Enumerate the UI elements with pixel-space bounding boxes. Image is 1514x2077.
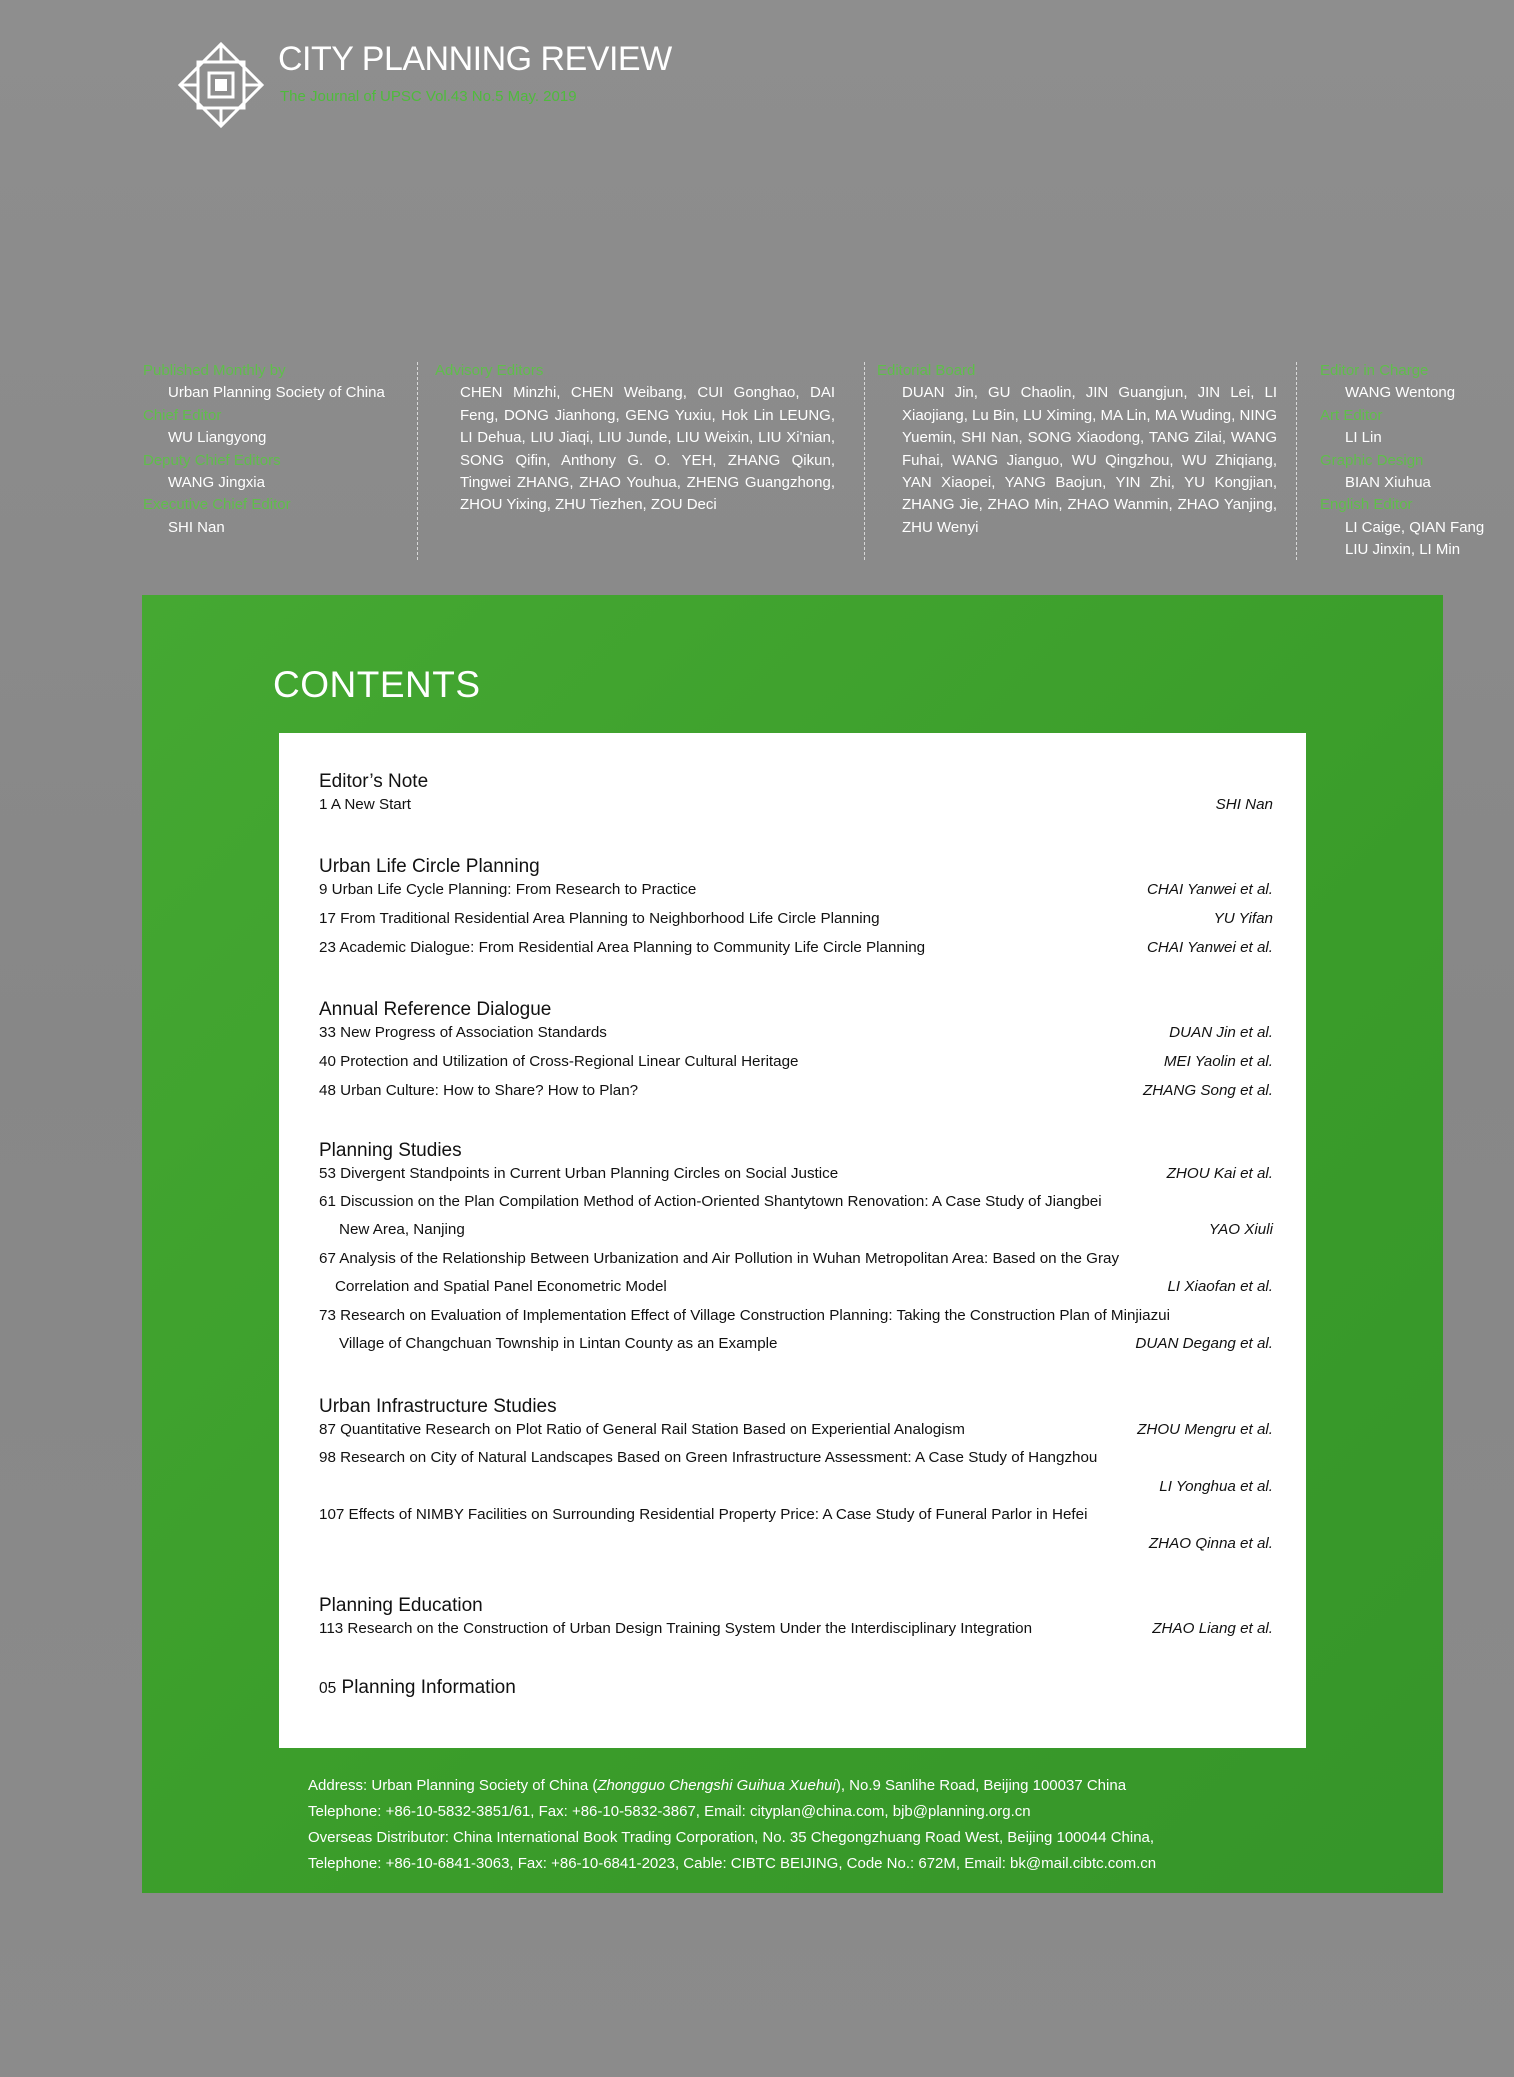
- toc-entry[interactable]: [279, 1250, 1306, 1276]
- art-editor-label: Art Editor: [1320, 406, 1383, 424]
- section-title: Planning Education: [319, 1595, 483, 1616]
- toc-entry-author: MEI Yaolin et al.: [1163, 1053, 1273, 1070]
- toc-entry-author: ZHOU Mengru et al.: [1137, 1421, 1273, 1438]
- toc-entry-author: LI Yonghua et al.: [1159, 1478, 1273, 1495]
- toc-entry-author: DUAN Degang et al.: [1135, 1335, 1273, 1352]
- toc-entry[interactable]: [279, 1307, 1306, 1333]
- toc-entry[interactable]: [279, 1053, 1306, 1079]
- english-editor-value: LI Caige, QIAN Fang: [1345, 518, 1485, 536]
- section-title: [319, 1677, 516, 1699]
- editor-in-charge-value: WANG Wentong: [1345, 384, 1456, 402]
- toc-entry-title: 107 Effects of NIMBY Facilities on Surrounding Residential Property Price: A Case Study of Funeral Parlor in Hefei: [319, 1506, 1088, 1523]
- toc-entry[interactable]: [279, 1082, 1306, 1108]
- graphic-design-value: BIAN Xiuhua: [1345, 474, 1431, 492]
- chief-editor-value: WU Liangyong: [168, 429, 267, 447]
- toc-entry-author: ZHAO Liang et al.: [1152, 1620, 1273, 1637]
- toc-entry[interactable]: [279, 939, 1306, 965]
- toc-entry-title: 17 From Traditional Residential Area Planning to Neighborhood Life Circle Planning: [319, 910, 880, 927]
- toc-entry[interactable]: [279, 1193, 1306, 1219]
- section-title: Editor’s Note: [319, 771, 429, 792]
- section-title: Planning Studies: [319, 1140, 462, 1161]
- section-title: Annual Reference Dialogue: [319, 999, 552, 1020]
- footer-address-chinese-name: Zhongguo Chengshi Guihua Xuehui: [597, 1777, 836, 1794]
- toc-entry-title: Village of Changchuan Township in Lintan County as an Example: [339, 1335, 778, 1352]
- footer-contact: Telephone: +86-10-5832-3851/61, Fax: +86-10-5832-3867, Email: cityplan@china.com, bjb@planning.org.cn: [308, 1803, 1031, 1820]
- masthead-credits: [0, 360, 1514, 560]
- credits-divider: [1296, 362, 1297, 560]
- publisher-footer: [308, 1773, 1156, 1877]
- footer-address: Address: Urban Planning Society of China (Zhongguo Chengshi Guihua Xuehui), No.9 Sanlihe Road, Beijing 100037 China: [308, 1777, 1127, 1794]
- credits-column-staff: [1320, 360, 1514, 562]
- toc-entry-title: 40 Protection and Utilization of Cross-Regional Linear Cultural Heritage: [319, 1053, 799, 1070]
- toc-entry[interactable]: [279, 1449, 1306, 1475]
- credits-column-publisher: [143, 360, 413, 539]
- footer-distributor-contact: Telephone: +86-10-6841-3063, Fax: +86-10-6841-2023, Cable: CIBTC BEIJING, Code No.: 672M, Email: bk@mail.cibtc.com.cn: [308, 1855, 1157, 1872]
- toc-entry-continuation[interactable]: [279, 1478, 1306, 1504]
- journal-subtitle: The Journal of UPSC Vol.43 No.5 May. 2019: [280, 88, 577, 105]
- credits-column-advisory: [435, 360, 835, 517]
- toc-entry-author: CHAI Yanwei et al.: [1146, 939, 1273, 956]
- toc-entry[interactable]: [279, 1421, 1306, 1447]
- toc-entry[interactable]: [279, 1165, 1306, 1191]
- footer-distributor: Overseas Distributor: China International Book Trading Corporation, No. 35 Chegongzhuang Road West, Beijing 100044 China,: [308, 1829, 1155, 1846]
- toc-entry[interactable]: [279, 796, 1306, 822]
- toc-entry-title: Correlation and Spatial Panel Econometric Model: [335, 1278, 667, 1295]
- contents-heading: CONTENTS: [273, 664, 481, 705]
- toc-entry-title: 87 Quantitative Research on Plot Ratio of General Rail Station Based on Experiential Analogism: [319, 1421, 965, 1438]
- toc-entry-title: 33 New Progress of Association Standards: [319, 1024, 607, 1041]
- editor-in-charge-label: Editor in Charge: [1320, 362, 1429, 379]
- advisory-editors-label: Advisory Editors: [435, 362, 544, 379]
- toc-entry-continuation[interactable]: [279, 1278, 1306, 1304]
- toc-entry-title: 61 Discussion on the Plan Compilation Method of Action-Oriented Shantytown Renovation: A Case Study of Jiangbei: [319, 1193, 1102, 1210]
- english-editor-label: English Editor: [1320, 496, 1413, 514]
- toc-entry-continuation[interactable]: [279, 1221, 1306, 1247]
- toc-entry-title: 9 Urban Life Cycle Planning: From Research to Practice: [319, 881, 697, 898]
- contents-panel: [279, 733, 1306, 1748]
- toc-entry-title: 53 Divergent Standpoints in Current Urban Planning Circles on Social Justice: [319, 1165, 839, 1182]
- section-title: Urban Infrastructure Studies: [319, 1396, 557, 1417]
- toc-entry[interactable]: [279, 1024, 1306, 1050]
- toc-entry-title: 23 Academic Dialogue: From Residential Area Planning to Community Life Circle Planning: [319, 939, 926, 956]
- published-value: Urban Planning Society of China: [168, 384, 385, 402]
- toc-entry-author: ZHOU Kai et al.: [1166, 1165, 1273, 1182]
- section-number: 05: [319, 1680, 337, 1697]
- toc-entry-author: CHAI Yanwei et al.: [1146, 881, 1273, 898]
- section-title: Urban Life Circle Planning: [319, 856, 540, 877]
- toc-entry-continuation[interactable]: [279, 1535, 1306, 1561]
- executive-editor-label: Executive Chief Editor: [143, 496, 291, 514]
- section-title-text: Planning Information: [341, 1677, 516, 1698]
- toc-entry-title: New Area, Nanjing: [339, 1221, 465, 1238]
- credits-divider: [864, 362, 865, 560]
- toc-entry-title: 98 Research on City of Natural Landscapes Based on Green Infrastructure Assessment: A Case Study of Hangzhou: [319, 1449, 1098, 1466]
- toc-entry-title: 113 Research on the Construction of Urban Design Training System Under the Interdisciplinary Integration: [319, 1620, 1033, 1637]
- journal-title: CITY PLANNING REVIEW: [278, 40, 672, 78]
- toc-entry-title: 67 Analysis of the Relationship Between Urbanization and Air Pollution in Wuhan Metropolitan Area: Based on the Gray: [319, 1250, 1120, 1267]
- advisory-editors-value: CHEN Minzhi, CHEN Weibang, CUI Gonghao, DAI Feng, DONG Jianhong, GENG Yuxiu, Hok Lin LEUNG, LI Dehua, LIU Jiaqi, LIU Junde, LIU Weixin, LIU Xi'nian, SONG Qifin, Anthony G. O. YEH, ZHANG Qikun, Tingwei ZHANG, ZHAO Youhua, ZHENG Guangzhong, ZHOU Yixing, ZHU Tiezhen, ZOU Deci: [460, 384, 835, 514]
- toc-entry-author: DUAN Jin et al.: [1169, 1024, 1273, 1041]
- graphic-design-label: Graphic Design: [1320, 451, 1424, 469]
- toc-entry[interactable]: [279, 1620, 1306, 1646]
- toc-entry-author: YAO Xiuli: [1208, 1221, 1273, 1238]
- editorial-board-label: Editorial Board: [877, 362, 976, 379]
- toc-entry-author: LI Xiaofan et al.: [1167, 1278, 1273, 1295]
- journal-logo-icon: [176, 40, 266, 130]
- english-editor-value: LIU Jinxin, LI Min: [1345, 541, 1461, 559]
- toc-entry-title: 48 Urban Culture: How to Share? How to Plan?: [319, 1082, 639, 1099]
- chief-editor-label: Chief Editor: [143, 406, 222, 424]
- toc-entry-author: YU Yifan: [1213, 910, 1273, 927]
- toc-entry-continuation[interactable]: [279, 1335, 1306, 1361]
- deputy-editors-label: Deputy Chief Editors: [143, 451, 281, 469]
- toc-entry-title: 73 Research on Evaluation of Implementation Effect of Village Construction Planning: Taking the Construction Plan of Minjiazui: [319, 1307, 1170, 1324]
- deputy-editors-value: WANG Jingxia: [168, 474, 265, 492]
- credits-divider: [417, 362, 418, 560]
- art-editor-value: LI Lin: [1345, 429, 1382, 447]
- toc-entry[interactable]: [279, 1506, 1306, 1532]
- editorial-board-value: DUAN Jin, GU Chaolin, JIN Guangjun, JIN Lei, LI Xiaojiang, Lu Bin, LU Ximing, MA Lin, MA Wuding, NING Yuemin, SHI Nan, SONG Xiaodong, TANG Zilai, WANG Fuhai, WANG Jianguo, WU Qingzhou, WU Zhiqiang, YAN Xiaopei, YANG Baojun, YIN Zhi, YU Kongjian, ZHANG Jie, ZHAO Min, ZHAO Wanmin, ZHAO Yanjing, ZHU Wenyi: [902, 384, 1277, 536]
- contents-block: [142, 595, 1443, 1893]
- toc-entry-title: 1 A New Start: [319, 796, 412, 813]
- published-label: Published Monthly by: [143, 362, 286, 379]
- toc-entry[interactable]: [279, 910, 1306, 936]
- toc-entry-author: ZHANG Song et al.: [1143, 1082, 1273, 1099]
- executive-editor-value: SHI Nan: [168, 518, 225, 536]
- credits-column-board: [877, 360, 1277, 539]
- toc-entry[interactable]: [279, 881, 1306, 907]
- toc-entry-author: SHI Nan: [1215, 796, 1273, 813]
- toc-entry-author: ZHAO Qinna et al.: [1148, 1535, 1273, 1552]
